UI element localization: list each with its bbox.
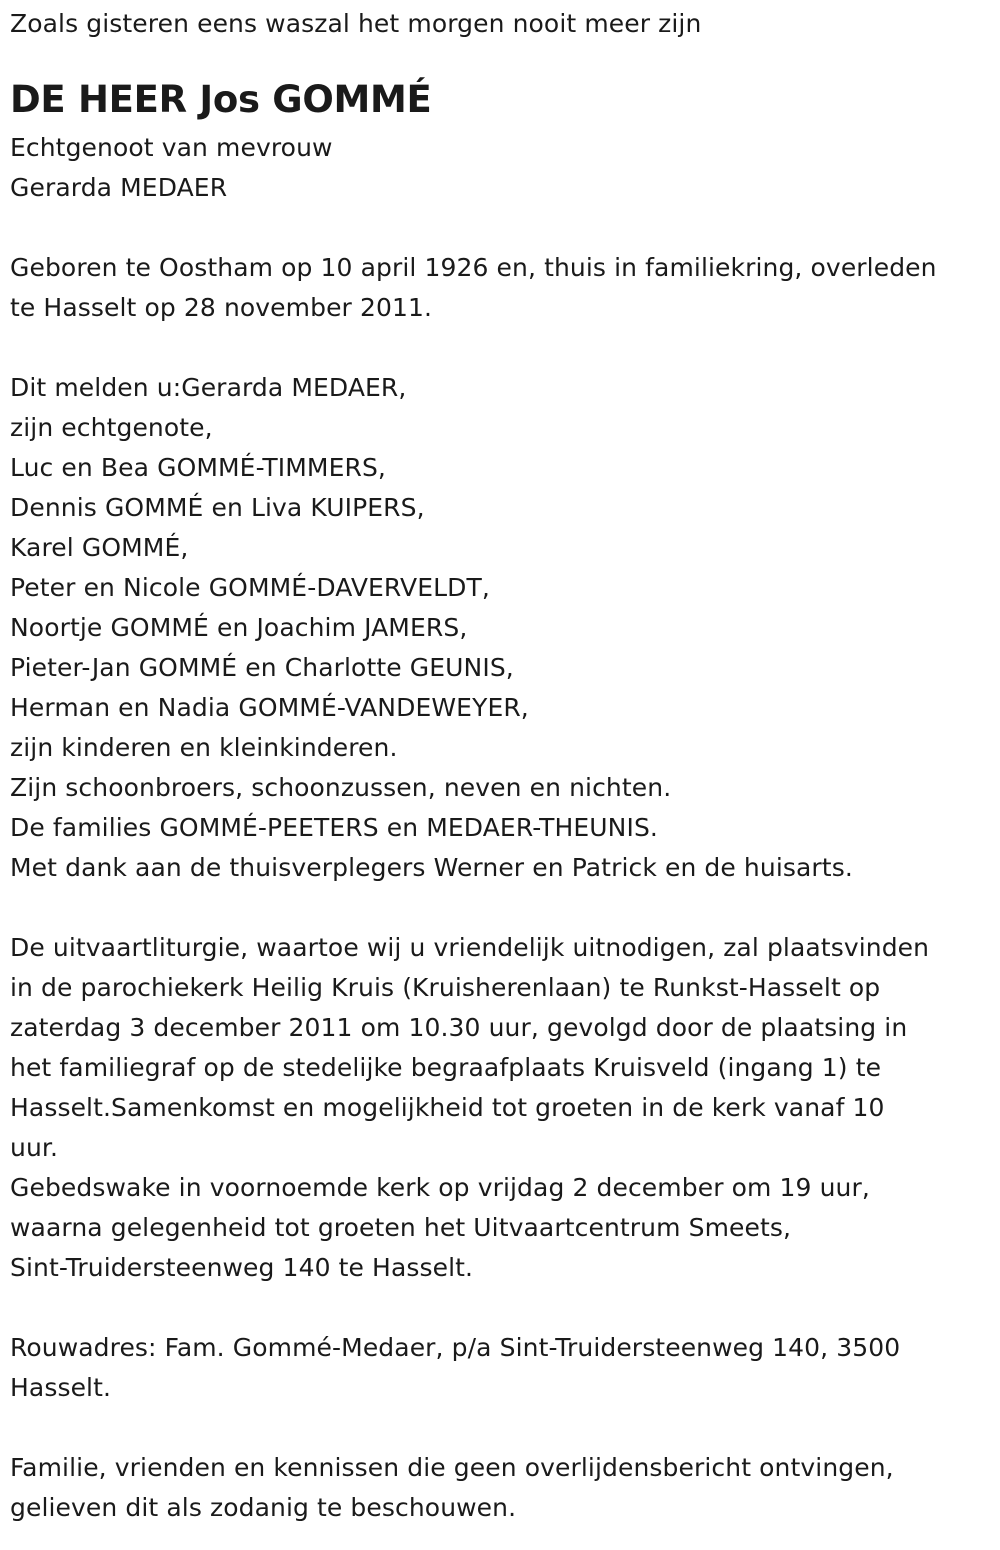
announcer-line: Luc en Bea GOMMÉ-TIMMERS, (10, 453, 386, 482)
spouse-name-line: Gerarda MEDAER (10, 173, 228, 202)
paragraph-line: Rouwadres: Fam. Gommé-Medaer, p/a Sint-Truidersteenweg 140, 3500 (10, 1333, 901, 1362)
paragraph-line: waarna gelegenheid tot groeten het Uitvaartcentrum Smeets, (10, 1213, 792, 1242)
paragraph-line: uur. (10, 1133, 59, 1162)
announcer-line: Met dank aan de thuisverplegers Werner en Patrick en de huisarts. (10, 853, 853, 882)
paragraph-line: gelieven dit als zodanig te beschouwen. (10, 1493, 517, 1522)
paragraph-line: Geboren te Oostham op 10 april 1926 en, thuis in familiekring, overleden (10, 253, 937, 282)
closing-note (10, 1448, 990, 1528)
announcer-line: De families GOMMÉ-PEETERS en MEDAER-THEUNIS. (10, 813, 658, 842)
section-gap (10, 1288, 990, 1328)
section-gap (10, 1408, 990, 1448)
announcer-line: Pieter-Jan GOMMÉ en Charlotte GEUNIS, (10, 653, 514, 682)
paragraph-line: in de parochiekerk Heilig Kruis (Kruisherenlaan) te Runkst-Hasselt op (10, 973, 881, 1002)
section-gap (10, 888, 990, 928)
deceased-name-heading: DE HEER Jos GOMMÉ (10, 78, 432, 121)
paragraph-line: Sint-Truidersteenweg 140 te Hasselt. (10, 1253, 474, 1282)
announcer-line: zijn kinderen en kleinkinderen. (10, 733, 398, 762)
announcer-line: Noortje GOMMÉ en Joachim JAMERS, (10, 613, 468, 642)
funeral-paragraph (10, 928, 990, 1288)
paragraph-line: Hasselt.Samenkomst en mogelijkheid tot groeten in de kerk vanaf 10 (10, 1093, 885, 1122)
paragraph-line: het familiegraf op de stedelijke begraafplaats Kruisveld (ingang 1) te (10, 1053, 882, 1082)
announcer-line: Zijn schoonbroers, schoonzussen, neven en nichten. (10, 773, 672, 802)
birth-death-paragraph (10, 248, 990, 328)
paragraph-line: te Hasselt op 28 november 2011. (10, 293, 433, 322)
announcer-line: Peter en Nicole GOMMÉ-DAVERVELDT, (10, 573, 490, 602)
section-gap (10, 328, 990, 368)
paragraph-line: Familie, vrienden en kennissen die geen overlijdensbericht ontvingen, (10, 1453, 894, 1482)
paragraph-line: zaterdag 3 december 2011 om 10.30 uur, gevolgd door de plaatsing in (10, 1013, 908, 1042)
announcers-list (10, 368, 990, 888)
announcer-line: Herman en Nadia GOMMÉ-VANDEWEYER, (10, 693, 529, 722)
spouse-intro (10, 128, 990, 208)
mourning-address (10, 1328, 990, 1408)
announcer-line: zijn echtgenote, (10, 413, 213, 442)
motto-text: Zoals gisteren eens waszal het morgen nooit meer zijn (10, 9, 702, 38)
spouse-intro-line: Echtgenoot van mevrouw (10, 133, 333, 162)
announcer-line: Dennis GOMMÉ en Liva KUIPERS, (10, 493, 425, 522)
paragraph-line: Gebedswake in voornoemde kerk op vrijdag 2 december om 19 uur, (10, 1173, 870, 1202)
section-gap (10, 208, 990, 248)
announcer-line: Karel GOMMÉ, (10, 533, 189, 562)
paragraph-line: Hasselt. (10, 1373, 112, 1402)
announcer-line: Dit melden u:Gerarda MEDAER, (10, 373, 407, 402)
paragraph-line: De uitvaartliturgie, waartoe wij u vriendelijk uitnodigen, zal plaatsvinden (10, 933, 930, 962)
